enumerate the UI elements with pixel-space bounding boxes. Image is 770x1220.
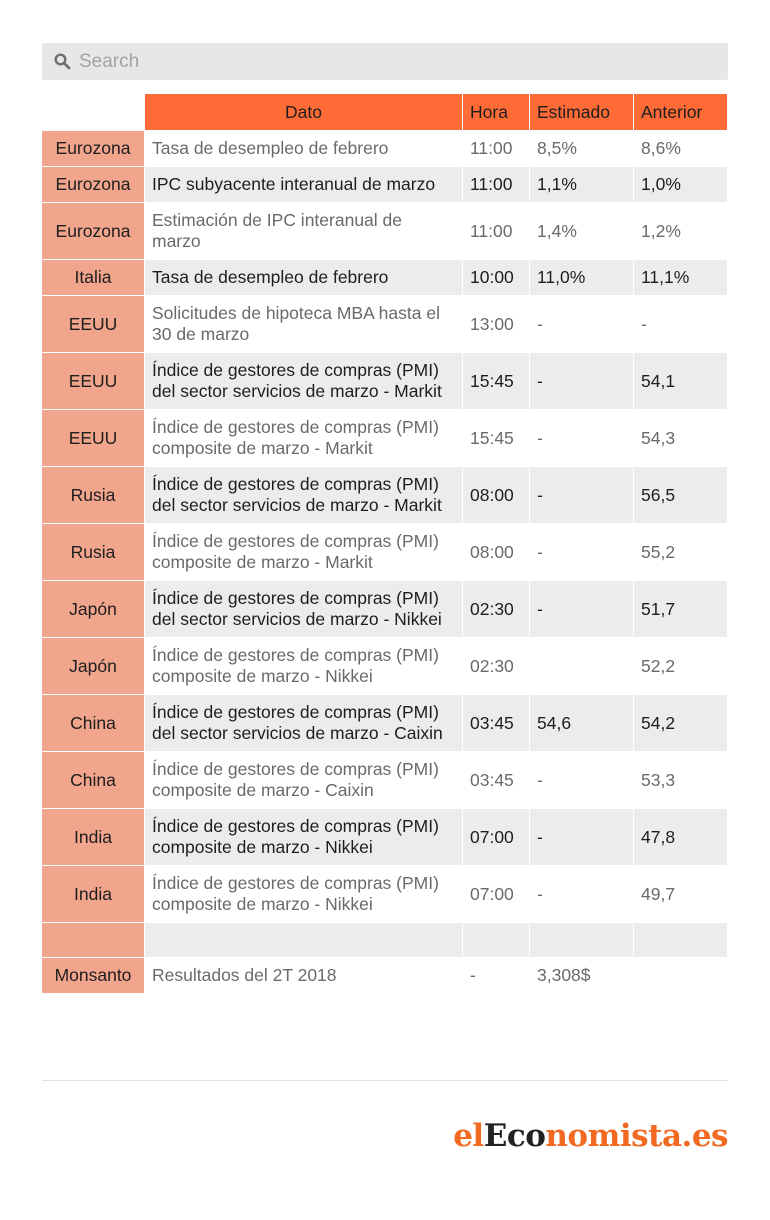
table-row[interactable] [42,130,727,166]
country-cell: India [42,865,144,922]
estimado-cell: - [529,295,633,352]
hora-cell: 08:00 [462,466,529,523]
estimado-cell [529,637,633,694]
anterior-cell: 56,5 [633,466,727,523]
anterior-cell: 49,7 [633,865,727,922]
hora-cell: 11:00 [462,202,529,259]
hora-cell: 08:00 [462,523,529,580]
anterior-cell [633,922,727,957]
dato-cell: IPC subyacente interanual de marzo [144,166,462,202]
dato-cell: Tasa de desempleo de febrero [144,259,462,295]
country-cell [42,922,144,957]
anterior-cell: 54,3 [633,409,727,466]
divider [42,1080,728,1081]
table-body [42,130,727,993]
estimado-cell [529,922,633,957]
anterior-cell: 1,0% [633,166,727,202]
estimado-cell: 11,0% [529,259,633,295]
anterior-cell: 54,1 [633,352,727,409]
hora-cell: 15:45 [462,352,529,409]
header-country-blank [42,94,144,130]
dato-cell: Resultados del 2T 2018 [144,957,462,993]
table-row[interactable] [42,922,727,957]
dato-cell: Índice de gestores de compras (PMI) del sector servicios de marzo - Caixin [144,694,462,751]
country-cell: Monsanto [42,957,144,993]
hora-cell: 07:00 [462,808,529,865]
country-cell: Eurozona [42,130,144,166]
dato-cell [144,922,462,957]
table-row[interactable] [42,166,727,202]
hora-cell [462,922,529,957]
search-input[interactable] [77,50,681,74]
estimado-cell: 8,5% [529,130,633,166]
estimado-cell: - [529,523,633,580]
country-cell: Eurozona [42,202,144,259]
dato-cell: Índice de gestores de compras (PMI) composite de marzo - Caixin [144,751,462,808]
anterior-cell: - [633,295,727,352]
anterior-cell [633,957,727,993]
country-cell: China [42,694,144,751]
country-cell: EEUU [42,409,144,466]
economic-calendar-table [42,94,727,993]
country-cell: Rusia [42,466,144,523]
table-row[interactable] [42,352,727,409]
dato-cell: Tasa de desempleo de febrero [144,130,462,166]
dato-cell: Índice de gestores de compras (PMI) del sector servicios de marzo - Nikkei [144,580,462,637]
anterior-cell: 54,2 [633,694,727,751]
dato-cell: Índice de gestores de compras (PMI) composite de marzo - Markit [144,409,462,466]
country-cell: Japón [42,637,144,694]
estimado-cell: - [529,409,633,466]
estimado-cell: - [529,580,633,637]
hora-cell: 07:00 [462,865,529,922]
table-row[interactable] [42,202,727,259]
table-row[interactable] [42,751,727,808]
estimado-cell: 1,1% [529,166,633,202]
country-cell: EEUU [42,295,144,352]
table-row[interactable] [42,580,727,637]
eleconomista-logo[interactable] [453,1118,728,1154]
dato-cell: Índice de gestores de compras (PMI) composite de marzo - Markit [144,523,462,580]
estimado-cell: 3,308$ [529,957,633,993]
table-row[interactable] [42,637,727,694]
anterior-cell: 8,6% [633,130,727,166]
table-row[interactable] [42,694,727,751]
dato-cell: Índice de gestores de compras (PMI) composite de marzo - Nikkei [144,865,462,922]
estimado-cell: 54,6 [529,694,633,751]
anterior-cell: 51,7 [633,580,727,637]
anterior-cell: 55,2 [633,523,727,580]
dato-cell: Índice de gestores de compras (PMI) composite de marzo - Nikkei [144,637,462,694]
anterior-cell: 53,3 [633,751,727,808]
country-cell: EEUU [42,352,144,409]
hora-cell: 11:00 [462,166,529,202]
dato-cell: Índice de gestores de compras (PMI) del sector servicios de marzo - Markit [144,466,462,523]
table-row[interactable] [42,466,727,523]
anterior-cell: 52,2 [633,637,727,694]
anterior-cell: 47,8 [633,808,727,865]
table-row[interactable] [42,808,727,865]
table-row[interactable] [42,865,727,922]
estimado-cell: - [529,466,633,523]
search-bar[interactable] [42,43,728,80]
header-estimado[interactable]: Estimado [529,94,633,130]
hora-cell: 03:45 [462,751,529,808]
table-row[interactable] [42,295,727,352]
estimado-cell: - [529,352,633,409]
hora-cell: 13:00 [462,295,529,352]
dato-cell: Estimación de IPC interanual de marzo [144,202,462,259]
hora-cell: 15:45 [462,409,529,466]
table-row[interactable] [42,957,727,993]
country-cell: Rusia [42,523,144,580]
logo-text-nomista: nomista.es [545,1118,728,1154]
logo-text-eco: Eco [483,1118,546,1154]
table-row[interactable] [42,259,727,295]
country-cell: Japón [42,580,144,637]
anterior-cell: 11,1% [633,259,727,295]
anterior-cell: 1,2% [633,202,727,259]
country-cell: India [42,808,144,865]
hora-cell: 11:00 [462,130,529,166]
search-icon [52,52,72,72]
hora-cell: - [462,957,529,993]
table-header-row [42,94,727,130]
hora-cell: 03:45 [462,694,529,751]
country-cell: China [42,751,144,808]
header-dato[interactable]: Dato [144,94,462,130]
hora-cell: 02:30 [462,637,529,694]
estimado-cell: - [529,808,633,865]
header-hora[interactable]: Hora [462,94,529,130]
dato-cell: Índice de gestores de compras (PMI) del sector servicios de marzo - Markit [144,352,462,409]
country-cell: Italia [42,259,144,295]
estimado-cell: - [529,865,633,922]
estimado-cell: - [529,751,633,808]
dato-cell: Índice de gestores de compras (PMI) composite de marzo - Nikkei [144,808,462,865]
table-row[interactable] [42,523,727,580]
country-cell: Eurozona [42,166,144,202]
header-anterior[interactable]: Anterior [633,94,727,130]
logo-text-el: el [453,1118,484,1154]
hora-cell: 02:30 [462,580,529,637]
estimado-cell: 1,4% [529,202,633,259]
hora-cell: 10:00 [462,259,529,295]
dato-cell: Solicitudes de hipoteca MBA hasta el 30 de marzo [144,295,462,352]
table-row[interactable] [42,409,727,466]
